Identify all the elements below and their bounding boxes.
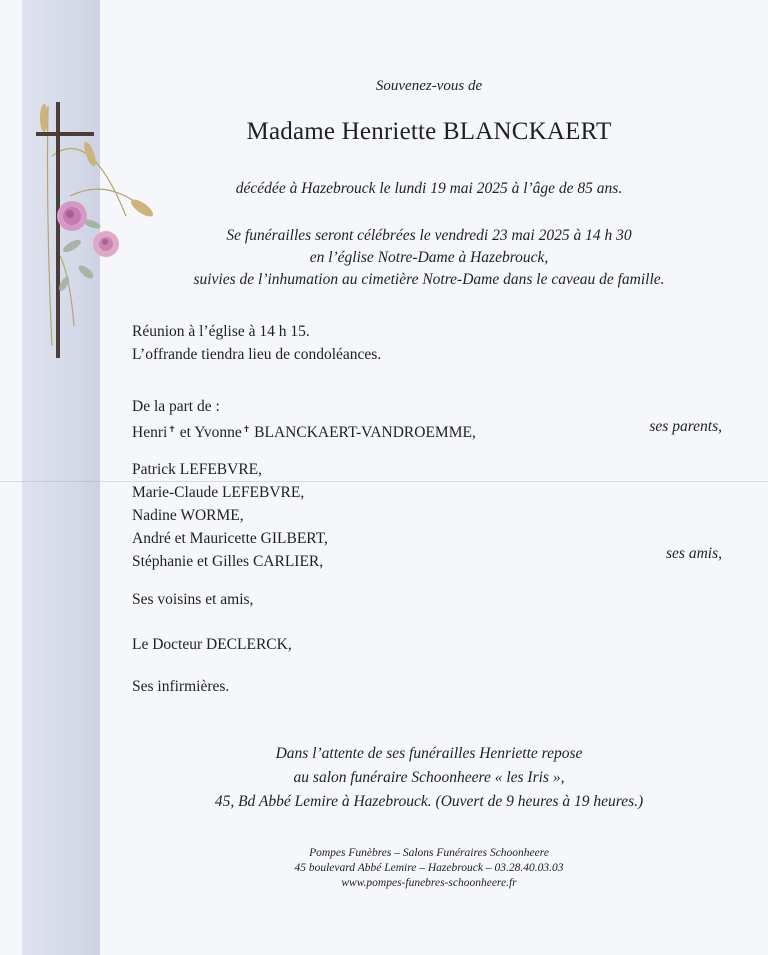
funeral-line: en l’église Notre-Dame à Hazebrouck, — [309, 249, 549, 266]
repose-line: Dans l’attente de ses funérailles Henriette repose — [275, 745, 583, 762]
doctor-line: Le Docteur DECLERCK, — [132, 636, 292, 653]
offrande-line: L’offrande tiendra lieu de condoléances. — [132, 346, 382, 363]
reunion-line: Réunion à l’église à 14 h 15. — [132, 323, 310, 340]
intro-text: Souvenez-vous de — [375, 78, 483, 94]
rose-icon — [57, 201, 87, 231]
fold-line — [0, 481, 768, 482]
cross-icon: ✝ — [242, 424, 251, 434]
list-item: André et Mauricette GILBERT, — [132, 530, 328, 547]
footer-website: www.pompes-funebres-schoonheere.fr — [341, 877, 517, 889]
repose-line: au salon funéraire Schoonheere « les Iris », — [293, 769, 565, 786]
cross-icon — [36, 102, 94, 358]
neighbours-line: Ses voisins et amis, — [132, 591, 254, 608]
reunion-block — [132, 320, 381, 366]
funeral-home-footer — [100, 846, 758, 891]
death-notice: décédée à Hazebrouck le lundi 19 mai 2025 à l’âge de 85 ans. — [235, 180, 623, 197]
funeral-line: Se funérailles seront célébrées le vendredi 23 mai 2025 à 14 h 30 — [226, 227, 632, 244]
list-item: Nadine WORME, — [132, 507, 244, 524]
funeral-line: suivies de l’inhumation au cimetière Notre-Dame dans le caveau de famille. — [193, 271, 665, 288]
nurses-line: Ses infirmières. — [132, 678, 230, 695]
repose-block — [100, 742, 758, 814]
footer-address: 45 boulevard Abbé Lemire – Hazebrouck – 03.28.40.03.03 — [294, 862, 564, 874]
parent-name: Henri — [132, 424, 168, 441]
relation-parents: ses parents, — [649, 418, 722, 435]
list-item: Patrick LEFEBVRE, — [132, 461, 263, 478]
list-item: Marie-Claude LEFEBVRE, — [132, 484, 305, 501]
friends-list — [132, 458, 328, 573]
deceased-name: Madame Henriette BLANCKAERT — [246, 118, 612, 145]
funeral-details — [100, 225, 758, 291]
family-block — [132, 395, 476, 444]
parent-name: et Yvonne — [175, 424, 242, 441]
relation-friends: ses amis, — [666, 545, 722, 562]
cross-icon: ✝ — [168, 424, 176, 434]
repose-line: 45, Bd Abbé Lemire à Hazebrouck. (Ouvert de 9 heures à 19 heures.) — [214, 793, 644, 810]
part-intro: De la part de : — [132, 398, 220, 415]
family-name: BLANCKAERT-VANDROEMME, — [250, 424, 476, 441]
parents-line — [132, 418, 476, 444]
footer-company: Pompes Funèbres – Salons Funéraires Schoonheere — [309, 847, 549, 859]
list-item: Stéphanie et Gilles CARLIER, — [132, 553, 324, 570]
